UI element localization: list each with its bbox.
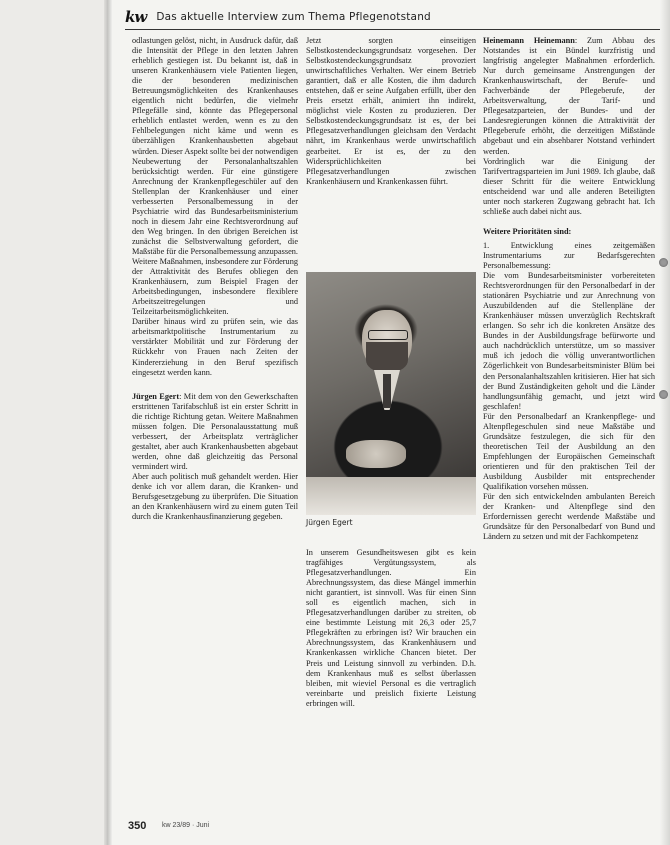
col1-gap: [132, 378, 298, 392]
magazine-logo: kw: [125, 8, 147, 26]
page-edge-shadow: [660, 0, 670, 845]
col3-paragraph-2: Vordringlich war die Einigung der Tarifvertragsparteien im Juni 1989. Ich glaube, daß dieser Schritt für die weitere Entwicklung entscheidend war und alle anderen Beteiligten unter noch starkeren Zugzwang gebracht hat. Ich schließe auch dabei nicht aus.: [483, 156, 655, 216]
photo-hand: [346, 440, 406, 468]
binder-hole-bottom: [659, 390, 668, 399]
photo-caption: Jürgen Egert: [306, 518, 353, 527]
column-1: [132, 36, 298, 522]
col3-list-item-1: 1. Entwicklung eines zeitgemäßen Instrumentariums zur Bedarfsgerechten Personalbemessung:: [483, 240, 655, 270]
col1-answer: [132, 392, 298, 472]
col1-paragraph-1: odlastungen gelöst, nicht, in Ausdruck dafür, daß die Intensität der Pflege in den letzten Jahren erheblich gestiegen ist. Du bekannt ist, daß in unseren Krankenhäusern viele Patienten liegen, die der besonderen medizinischen Betreuungsmöglichkeiten des Krankenhauses eigentlich nicht bedürfen, die vielmehr Pflegefälle sind, könnte das Pflegepersonal erheblich entlastet werden, wenn es zu den Fehlbelegungen nicht käme und wenn es überzähligen Krankenhausbetten abgebaut würden. Dieser Aspekt sollte bei der notwendigen Neubewertung der Personalanhaltszahlen berücksichtigt werden. Für eine günstigere Anrechnung der Krankenpflegeschüler auf den Stellenplan der Krankenhäuser und einer verbesserten Personalbemessung in der Psychiatrie wird das Bundesarbeitsministerium noch in diesem Jahr eine Rechtsverordnung auf den Weg bringen. In den übrigen Bereichen ist zunächst die Selbstverwaltung gefordert, die Maßstäbe für die Personalbemessung anzupassen. Weitere Maßnahmen, insbesondere zur Förderung der Attraktivität des Berufes obliegen den Krankenhäusern, zum Beispiel Fragen der Arbeitsbedingungen, insbesondere flexiblere Arbeitszeitregelungen und Teilzeitarbeitsmöglichkeiten.: [132, 36, 298, 317]
col3-answer: [483, 36, 655, 157]
photo-table: [306, 477, 476, 515]
col1-paragraph-4: Aber auch politisch muß gehandelt werden. Hier denke ich vor allem daran, die Kranken- und Berufsgesetzgebung zu überprüfen. Die Situation an den Krankenhäusern wird zu einem guten Teil durch die Krankenhausfinanzierung gegeben.: [132, 471, 298, 522]
page-crease: [104, 0, 112, 845]
photo-tie: [383, 374, 391, 408]
header-title: Das aktuelle Interview zum Thema Pflegenotstand: [156, 11, 431, 23]
col3-answer-text: : Zum Abbau des Notstandes ist ein Bündel kurzfristig und langfristig angelegter Maßnahmen erforderlich. Nur durch gemeinsame Anstrengungen der Krankenhauswirtschaft, der Berufe- und Fachverbände der Pflegeberufe, der Arbeitsverwaltung, der Tarif- und Pflegesatzparteien, der Bundes- und der Landesregierungen können die Attraktivität der Pflegeberufe erhöht, die derzeitigen Mißstände abgebaut und ein absehbarer Notstand verhindert werden.: [483, 36, 655, 156]
page-number: 350: [128, 820, 147, 832]
section-heading-priorities: Weitere Prioritäten sind:: [483, 226, 572, 236]
footer-issue: kw 23/89 · Juni: [162, 822, 210, 829]
left-margin: [0, 0, 108, 845]
running-header: [125, 6, 665, 28]
header-rule: [125, 29, 660, 30]
col3-paragraph-3: Die vom Bundesarbeitsminister vorbereiteten Rechtsverordnungen für den Personalbedarf in der stationären Psychiatrie und zur Anrechnung von Auszubildenden auf die Stellenpläne der Krankenhäuser müssen unverzüglich Rechtskraft erlangen. So sehr ich die konkreten Ansätze des Bundes in der Ausbildungsfrage befürworte und auch nachdrücklich unterstütze, um so massiver muß ich jedoch die völlig unverantwortlichen Zögerlichkeit von Bundesarbeitsminister Blüm bei den Personalanhaltszahlen kritisieren. Hier hat sich der Bund Zuständigkeiten geholt und die Länder handlungsunfähig gemacht, und jetzt wird geschlafen!: [483, 271, 655, 411]
portrait-photo: [306, 272, 476, 515]
photo-glasses: [368, 330, 408, 340]
photo-beard: [366, 342, 408, 372]
col2-paragraph-2: In unserem Gesundheitswesen gibt es kein tragfähiges Vergütungssystem, als Pflegesatzverhandlungen. Ein Abrechnungssystem, das diese Mängel immerhin nicht garantiert, ist sinnvoll. Was für einen Sinn soll es eigentlich machen, sich in Pflegesatzverhandlungen darüber zu streiten, ob eine bestimmte Leistung mit 26,3 oder 25,7 Pflegekräften zu erbringen ist? Wir brauchen ein Abrechnungssystem, das Krankenhäusern und Krankenkassen wirkliche Chancen bietet. Der Preis und Leistung sinnvoll zu verbinden. D.h. dem Krankenhaus muß es selbst überlassen bleiben, mit wieviel Personal es die vertraglich vereinbarte und preislich fixierte Leistung erbringen will.: [306, 548, 476, 708]
col2-paragraph-1: Jetzt sorgten einseitigen Selbstkostendeckungsgrundsatz vorgesehen. Der Selbstkostendeckungsgrundsatz provoziert unwirtschaftliches Verhalten. Wer einem Betrieb garantiert, daß er alle Kosten, die ihm dadurch entstehen, daß er seine Aufgaben erfüllt, über den Preis ersetzt erhält, animiert ihn indirekt, möglichst viele Kosten zu produzieren. Der Selbstkostendeckungsgrundsatz ist es, der bei Pflegesatzverhandlungen gleichsam den Verdacht nährt, im Krankenhaus werde unwirtschaftlich gearbeitet. Er ist es, der zu den Widersprüchlichkeiten bei Pflegesatzverhandlungen zwischen Krankenhäusern und Krankenkassen führt.: [306, 36, 476, 186]
col3-paragraph-4: Für den Personalbedarf an Krankenpflege- und Altenpflegeschulen sind neue Maßstäbe und Grundsätze festzulegen, die sich für den theoretischen Teil der Ausbildung an den Empfehlungen der Europäischen Gemeinschaft orientieren und für den praktischen Teil der Ausbildung Ausbilder mit entsprechender Qualifikation vorsehen müssen.: [483, 411, 655, 492]
column-2: [306, 36, 476, 187]
col3-paragraph-5: Für den sich entwickelnden ambulanten Bereich der Kranken- und Altenpflege sind den Erfordernissen gerecht werdende Maßstäbe und Grundsätze für den Personalbedarf von Bund und Ländern zu setzen und mit der Fachkompetenz: [483, 492, 655, 542]
column-2-lower: [306, 548, 476, 709]
speaker-name-egert: Jürgen Egert: [132, 391, 180, 401]
col1-answer-text: : Mit dem von den Gewerkschaften erstrittenen Tarifabschluß ist ein erster Schritt in die richtige Richtung getan. Weitere Maßnahmen müssen folgen. Die Personalausstattung muß verbessert, der Arbeitsplatz verträglicher gestaltet, aber auch Krankenhausbetten abgebaut werden, ohne daß gleichzeitig das Personal vermindert wird.: [132, 391, 298, 471]
column-3: [483, 36, 655, 542]
speaker-name-heinemann: Heinemann Heinemann: [483, 36, 575, 45]
col1-paragraph-2: Darüber hinaus wird zu prüfen sein, wie das arbeitsmarktpolitische Instrumentarium zu verstärkter Mobilität und zur Förderung der Rückkehr von Frauen nach Zeiten der Kindererziehung in den Beruf spezifisch eingesetzt werden kann.: [132, 317, 298, 377]
binder-hole-top: [659, 258, 668, 267]
